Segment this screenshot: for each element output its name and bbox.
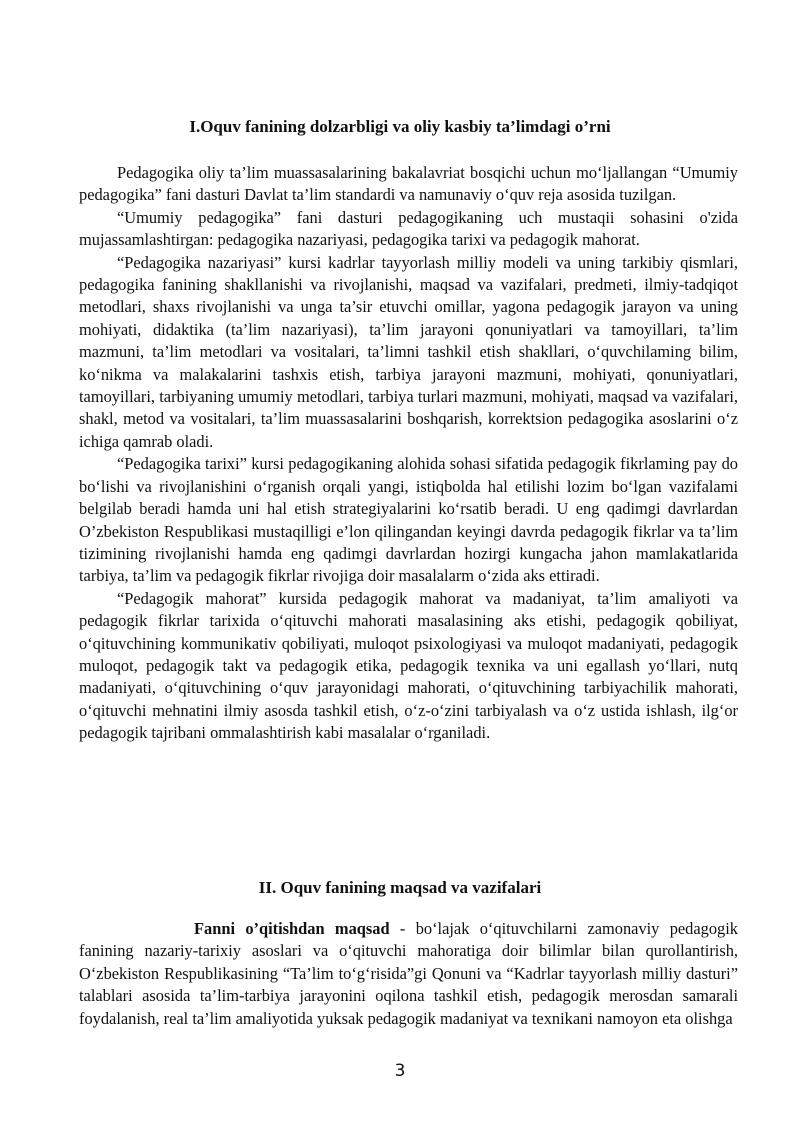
- paragraph-history: “Pedagogika tarixi” kursi pedagogikaning alohida sohasi sifatida pedagogik fikrlaming pay do bo‘lishi va rivojlanishini o‘rganish orqali yangi, istiqbolda hal etilishi lozim bo‘lgan vazifalami belgilab beradi hamda uni hal etish strategiyalarini ko‘rsatib beradi. U eng qadimgi davrlardan O’zbekiston Respublikasi mustaqilligi e’lon qilingandan keyingi davrda pedagogik fikrlar va ta’lim tizimining rivojlanishi hamda eng qadimgi davrlardan hozirgi kungacha jahon mamlakatlarida tarbiya, ta’lim va pedagogik fikrlar rivojiga doir masalalarm o‘zida aks ettiradi.: [79, 454, 738, 586]
- paragraph-program: “Umumiy pedagogika” fani dasturi pedagogikaning uch mustaqii sohasini o'zida mujassamlashtirgan: pedagogika nazariyasi, pedagogika tarixi va pedagogik mahorat.: [79, 207, 738, 250]
- paragraph-goal: [79, 918, 738, 1030]
- paragraph-mastery: “Pedagogik mahorat” kursida pedagogik mahorat va madaniyat, ta’lim amaliyoti va pedagogik fikrlar tarixida o‘qituvchi mahorati masalasining aks etishi, pedagogik qobiliyat, o‘qituvchining kommunikativ qobiliyati, muloqot psixologiyasi va muloqot madaniyati, pedagogik muloqot, pedagogik takt va pedagogik etika, pedagogik texnika va uni egallash yo‘llari, nutq madaniyati, o‘qituvchining o‘quv jarayonidagi mahorati, o‘qituvchining tarbiyachilik mahorati, o‘qituvchi mehnatini ilmiy asosda tashkil etish, o‘z-o‘zini tarbiyalash va o‘z ustida ishlash, ilg‘or pedagogik tajribani ommalashtirish kabi masalalar o‘rganiladi.: [79, 588, 738, 743]
- section-heading-2: II. Oquv fanining maqsad va vazifalari: [258, 878, 542, 897]
- paragraph-intro: Pedagogika oliy ta’lim muassasalarining bakalavriat bosqichi uchun mo‘ljallangan “Umumiy pedagogika” fani dasturi Davlat ta’lim standardi va namunaviy o‘quv reja asosida tuzilgan.: [79, 163, 738, 205]
- section-heading-1: I.Oquv fanining dolzarbligi va oliy kasbiy ta’limdagi o’rni: [189, 117, 611, 136]
- section-2-body: [79, 918, 738, 1030]
- page-number: 3: [394, 1061, 406, 1081]
- section-1-body: [79, 162, 738, 745]
- goal-lead-text: Fanni o’qitishdan maqsad: [194, 919, 390, 938]
- paragraph-theory: “Pedagogika nazariyasi” kursi kadrlar tayyorlash milliy modeli va uning tarkibiy qismlari, pedagogika fanining shakllanishi va rivojlanishi, maqsad va vazifalari, predmeti, ilmiy-tadqiqot metodlari, shaxs rivojlanishi va unga ta’sir etuvchi omillar, yagona pedagogik jarayon va uning mohiyati, didaktika (ta’lim nazariyasi), ta’lim jarayoni qonuniyatlari va tamoyillari, ta’lim mazmuni, ta’lim metodlari va vositalari, ta’limni tashkil etish shakllari, o‘quvchilaming bilim, ko‘nikma va malakalarini tashxis etish, tarbiya jarayoni mazmuni, mohiyati, qonuniyatlari, tamoyillari, tarbiyaning umumiy metodlari, tarbiya turlari mazmuni, mohiyati, maqsad va vazifalari, shakl, metod va vositalari, ta’lim muassasalarini boshqarish, korrektsion pedagogika asoslarini o‘z ichiga qamrab oladi.: [79, 252, 738, 451]
- goal-body-text: - bo‘lajak o‘qituvchilarni zamonaviy pedagogik fanining nazariy-tarixiy asoslari va o‘qituvchi mahoratiga doir bilimlar bilan qurollantirish, O‘zbekiston Respublikasining “Ta’lim to‘g‘risida”gi Qonuni va “Kadrlar tayyorlash milliy dasturi” talablari asosida ta’lim-tarbiya jarayonini oqilona tashkil etish, pedagogik merosdan samarali foydalanish, real ta’lim amaliyotida yuksak pedagogik madaniyat va texnikani namoyon eta olishga: [79, 919, 738, 1028]
